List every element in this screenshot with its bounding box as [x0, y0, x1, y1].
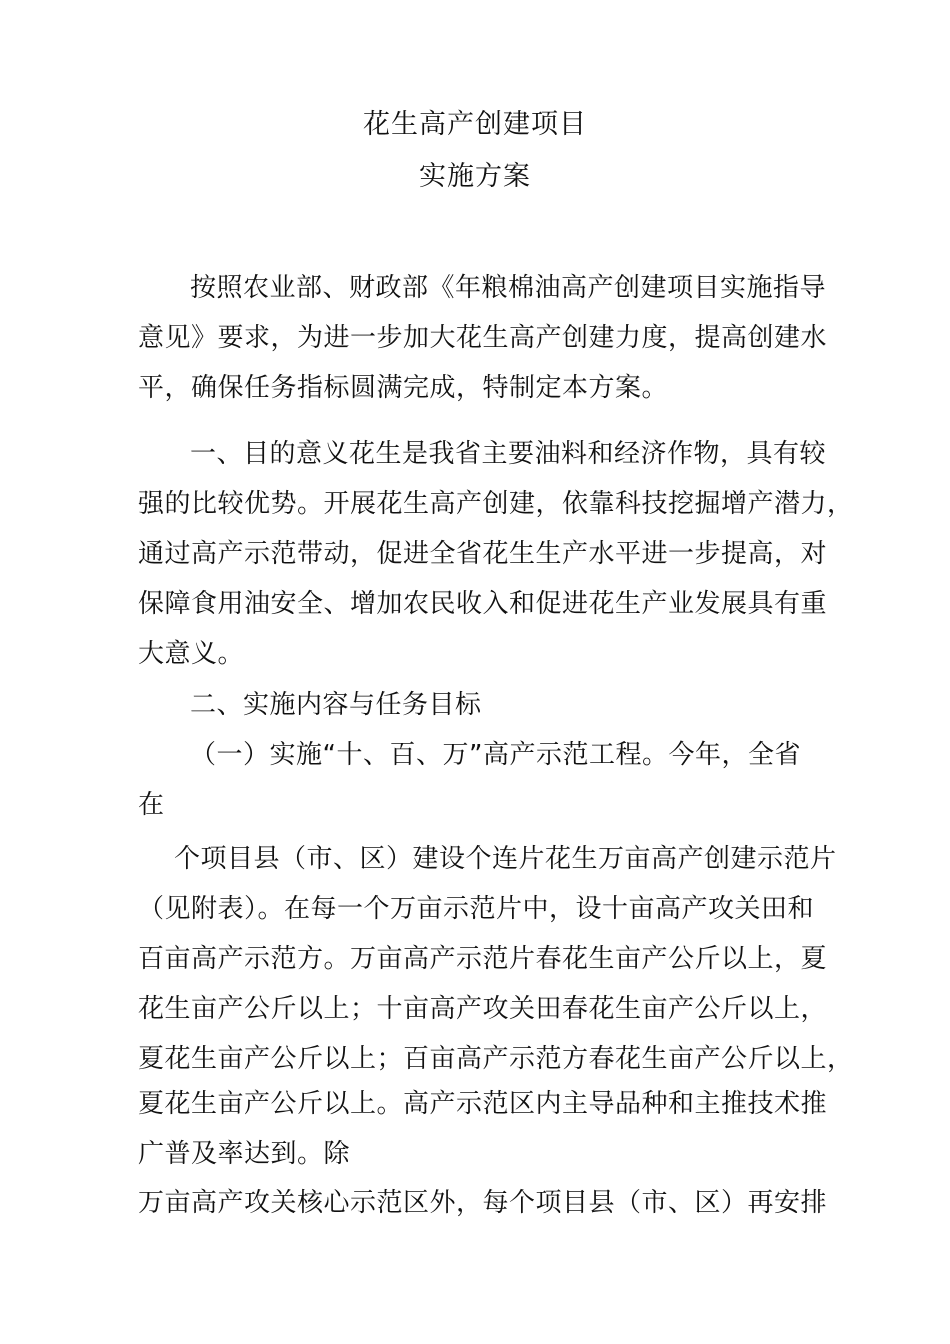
- document-title-line-2: 实施方案: [419, 161, 531, 192]
- document-title-line-1: 花生高产创建项目: [363, 109, 587, 140]
- body-text-line: 在: [138, 790, 165, 820]
- body-text-line: 夏花生亩产公斤以上；百亩高产示范方春花生亩产公斤以上，: [138, 1044, 854, 1074]
- body-text-line: 个项目县（市、区）建设个连片花生万亩高产创建示范片: [174, 844, 837, 874]
- body-text-line: 按照农业部、财政部《年粮棉油高产创建项目实施指导: [190, 273, 827, 303]
- section-heading: 二、实施内容与任务目标: [190, 690, 482, 720]
- body-text-line: 强的比较优势。开展花生高产创建，依靠科技挖掘增产潜力，: [138, 489, 854, 519]
- body-text-line: 通过高产示范带动，促进全省花生生产水平进一步提高，对: [138, 539, 828, 569]
- body-text-line: 一、目的意义花生是我省主要油料和经济作物，具有较: [190, 439, 827, 469]
- body-text-line: 大意义。: [138, 639, 245, 669]
- body-text-line: 夏花生亩产公斤以上。高产示范区内主导品种和主推技术推: [138, 1089, 828, 1119]
- body-text-line: 保障食用油安全、增加农民收入和促进花生产业发展具有重: [138, 589, 828, 619]
- body-text-line: 意见》要求，为进一步加大花生高产创建力度，提高创建水: [138, 323, 828, 353]
- body-text-line: （见附表）。在每一个万亩示范片中，设十亩高产攻关田和: [138, 894, 815, 924]
- body-text-line: 百亩高产示范方。万亩高产示范片春花生亩产公斤以上，夏: [138, 944, 828, 974]
- body-text-line: 万亩高产攻关核心示范区外，每个项目县（市、区）再安排: [138, 1188, 828, 1218]
- body-text-line: （一）实施“十、百、万”高产示范工程。今年，全省: [190, 740, 801, 770]
- body-text-line: 花生亩产公斤以上；十亩高产攻关田春花生亩产公斤以上，: [138, 994, 828, 1024]
- body-text-line: 平，确保任务指标圆满完成，特制定本方案。: [138, 373, 669, 403]
- body-text-line: 广普及率达到。除: [138, 1139, 351, 1169]
